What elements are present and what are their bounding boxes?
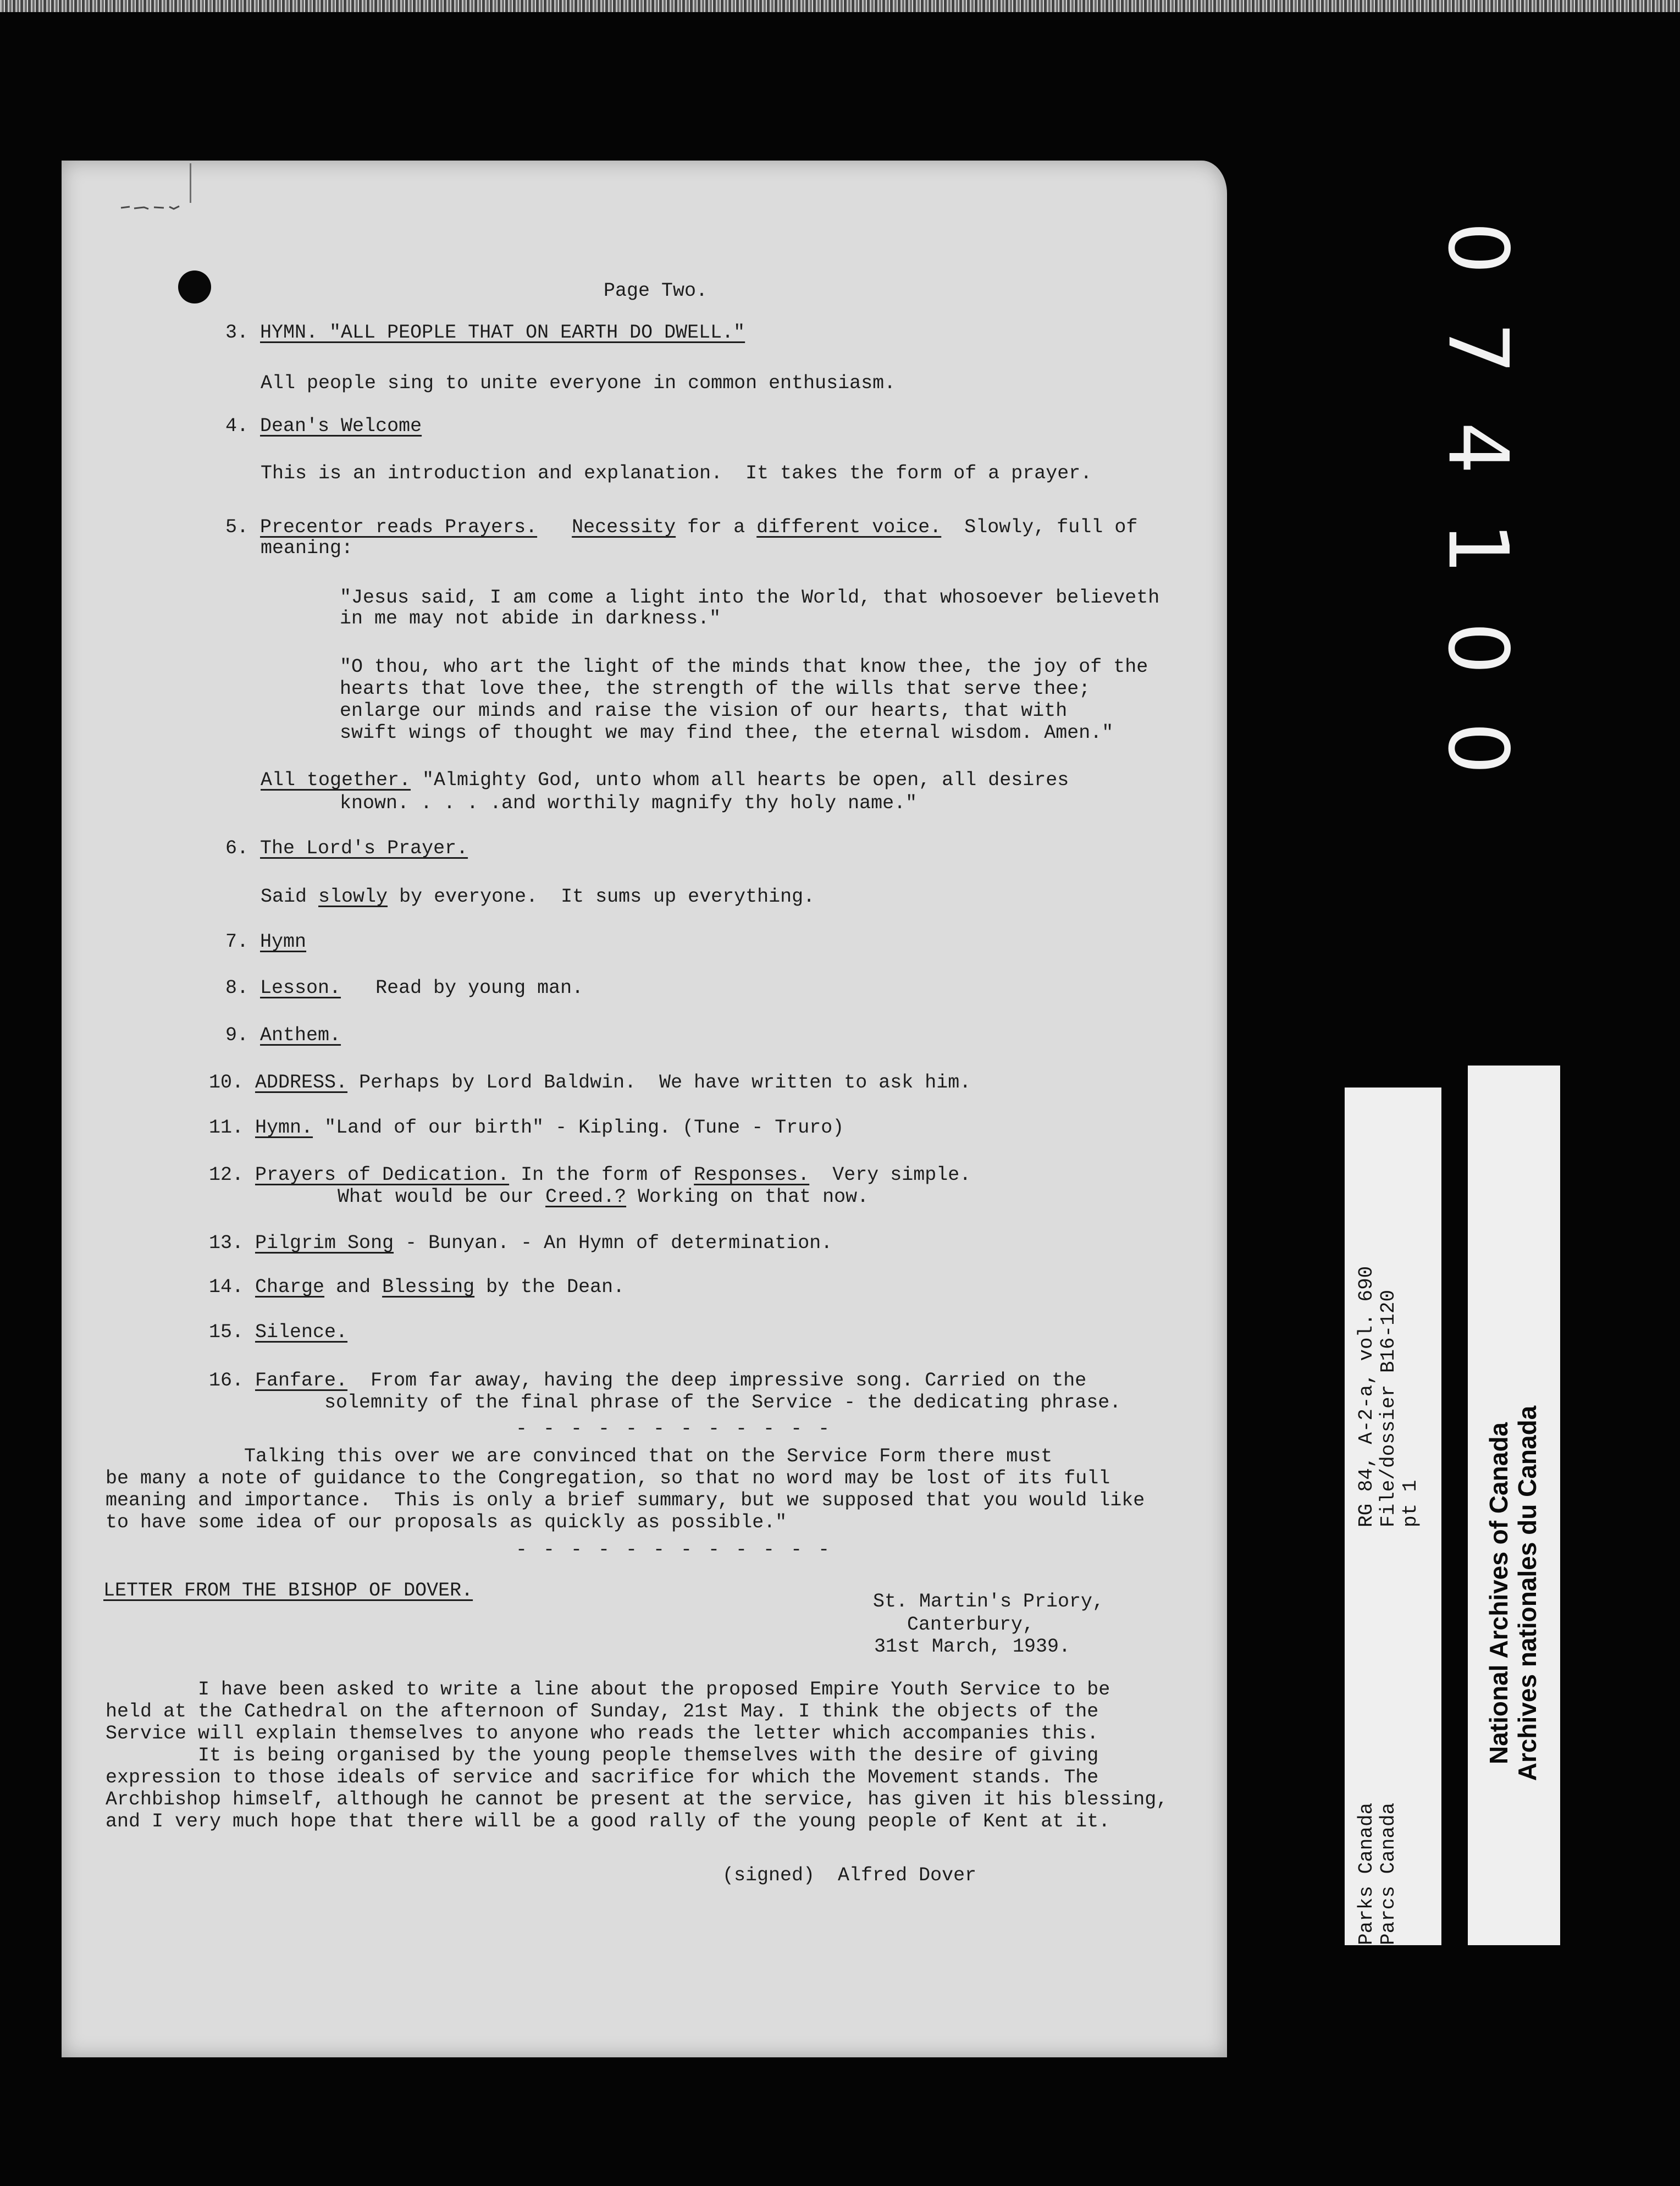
- letter-body-line: Service will explain themselves to anyone who reads the letter which accompanies this.: [106, 1723, 1099, 1745]
- item-4: [225, 415, 422, 438]
- letter-address-line: Canterbury,: [907, 1614, 1035, 1636]
- item-number: 8.: [225, 977, 249, 999]
- frame-digit: 1: [1429, 522, 1526, 575]
- signature-line: [722, 1864, 976, 1887]
- item-note: meaning:: [261, 537, 353, 559]
- frame-digit: 0: [1429, 222, 1526, 274]
- all-together-cont: known. . . . .and worthily magnify thy holy name.": [340, 792, 918, 814]
- all-together-line: All together. "Almighty God, unto whom all hearts be open, all desires: [261, 769, 1069, 791]
- item-heading: The Lord's Prayer.: [260, 837, 468, 859]
- reference-line: pt 1: [1399, 1480, 1422, 1527]
- item-11: 11. Hymn. "Land of our birth" - Kipling. (Tune - Truro): [209, 1117, 844, 1139]
- letter-body-line: expression to those ideals of service and sacrifice for which the Movement stands. The: [106, 1767, 1099, 1788]
- reference-line: File/dossier B16-120: [1377, 1289, 1400, 1527]
- item-heading: Prayers of Dedication.: [255, 1164, 510, 1186]
- different-voice-phrase: different voice.: [756, 516, 942, 538]
- frame-digit: 7: [1429, 322, 1526, 374]
- item-note: solemnity of the final phrase of the Service - the dedicating phrase.: [324, 1392, 1121, 1414]
- quote-line: in me may not abide in darkness.": [340, 608, 721, 630]
- item-8: 8. Lesson. Read by young man.: [225, 977, 584, 999]
- item-number: 15.: [209, 1321, 244, 1343]
- item-note: Said slowly by everyone. It sums up everything.: [261, 886, 815, 908]
- item-7: [225, 930, 306, 953]
- item-heading: Anthem.: [260, 1024, 341, 1046]
- item-number: 5.: [225, 516, 249, 538]
- item-number: 4.: [225, 415, 249, 437]
- item-10: 10. ADDRESS. Perhaps by Lord Baldwin. We have written to ask him.: [209, 1072, 971, 1094]
- separator: - - - - - - - - - - - -: [516, 1539, 832, 1561]
- item-12: 12. Prayers of Dedication. In the form of Responses. Very simple.: [209, 1164, 971, 1186]
- item-heading: ADDRESS.: [255, 1072, 348, 1094]
- separator: - - - - - - - - - - - -: [516, 1418, 832, 1440]
- slowly-word: slowly: [318, 886, 388, 908]
- item-heading: Pilgrim Song: [255, 1232, 394, 1254]
- letter-body-line: and I very much hope that there will be a good rally of the young people of Kent at it.: [106, 1810, 1110, 1832]
- item-number: 6.: [225, 837, 249, 859]
- quote-line: hearts that love thee, the strength of the wills that serve thee;: [340, 678, 1091, 700]
- item-heading: Hymn: [260, 931, 307, 953]
- item-note: What would be our Creed.? Working on that now.: [338, 1186, 869, 1208]
- frame-digit: 0: [1429, 622, 1526, 675]
- item-heading: Precentor reads Prayers.: [260, 516, 538, 538]
- item-heading: Silence.: [255, 1321, 348, 1343]
- all-together-label: All together.: [261, 769, 411, 791]
- item-heading: Fanfare.: [255, 1370, 348, 1392]
- page-title: Page Two.: [604, 280, 708, 302]
- agency-line: Parks Canada: [1355, 1802, 1378, 1945]
- letter-body-line: It is being organised by the young people themselves with the desire of giving: [106, 1745, 1099, 1767]
- closing-paragraph-line: be many a note of guidance to the Congregation, so that no word may be lost of its full: [106, 1467, 1110, 1489]
- letter-address-line: St. Martin's Priory,: [873, 1591, 1104, 1613]
- quote-line: swift wings of thought we may find thee, the eternal wisdom. Amen.": [340, 722, 1114, 744]
- quote-line: enlarge our minds and raise the vision of our hearts, that with: [340, 700, 1068, 722]
- item-15: [209, 1321, 347, 1344]
- item-6: [225, 837, 468, 860]
- reference-line: RG 84, A-2-a, vol. 690: [1355, 1266, 1378, 1527]
- signature-name: Alfred Dover: [838, 1864, 977, 1886]
- item-14: 14. Charge and Blessing by the Dean.: [209, 1276, 625, 1298]
- blessing-word: Blessing: [382, 1276, 475, 1298]
- closing-paragraph-line: Talking this over we are convinced that on the Service Form there must: [106, 1445, 1053, 1467]
- item-number: 9.: [225, 1024, 249, 1046]
- item-heading: HYMN. "ALL PEOPLE THAT ON EARTH DO DWELL.": [260, 322, 745, 344]
- closing-paragraph-line: meaning and importance. This is only a brief summary, but we supposed that you would like: [106, 1489, 1145, 1511]
- item-number: 3.: [225, 322, 249, 344]
- item-number: 12.: [209, 1164, 244, 1186]
- letter-body-line: Archbishop himself, although he cannot be present at the service, has given it his blessing,: [106, 1788, 1168, 1810]
- item-number: 11.: [209, 1117, 244, 1139]
- item-heading: Lesson.: [260, 977, 341, 999]
- charge-word: Charge: [255, 1276, 325, 1298]
- item-number: 14.: [209, 1276, 244, 1298]
- responses-word: Responses.: [694, 1164, 810, 1186]
- archive-name-line: National Archives of Canada: [1484, 1422, 1513, 1765]
- quote-line: "O thou, who art the light of the minds that know thee, the joy of the: [340, 656, 1148, 678]
- signed-label: (signed): [722, 1864, 815, 1886]
- archive-reference-label: [1345, 1088, 1441, 1945]
- closing-paragraph-line: to have some idea of our proposals as quickly as possible.": [106, 1511, 787, 1533]
- item-heading: Dean's Welcome: [260, 415, 422, 437]
- letter-body-line: held at the Cathedral on the afternoon of Sunday, 21st May. I think the objects of the: [106, 1701, 1099, 1723]
- archive-name-label: [1468, 1066, 1560, 1945]
- letter-body-line: I have been asked to write a line about the proposed Empire Youth Service to be: [106, 1679, 1110, 1701]
- frame-digit: 4: [1429, 422, 1526, 474]
- film-edge: [0, 0, 1680, 12]
- letter-heading: LETTER FROM THE BISHOP OF DOVER.: [103, 1580, 473, 1602]
- item-number: 16.: [209, 1370, 244, 1392]
- pencil-mark: [120, 202, 186, 212]
- quote-line: "Jesus said, I am come a light into the World, that whosoever believeth: [340, 587, 1160, 609]
- archive-name-line: Archives nationales du Canada: [1513, 1405, 1541, 1781]
- item-9: [225, 1024, 341, 1047]
- necessity-word: Necessity: [572, 516, 676, 538]
- film-frame-number: [1429, 207, 1526, 790]
- creed-word: Creed.?: [545, 1186, 627, 1208]
- item-16: 16. Fanfare. From far away, having the deep impressive song. Carried on the: [209, 1370, 1087, 1392]
- item-5: 5. Precentor reads Prayers. Necessity for a different voice. Slowly, full of: [225, 516, 1138, 538]
- punch-hole: [178, 271, 211, 303]
- item-note: This is an introduction and explanation. It takes the form of a prayer.: [261, 462, 1092, 484]
- letter-date: 31st March, 1939.: [874, 1636, 1071, 1658]
- item-number: 7.: [225, 931, 249, 953]
- item-3: [225, 321, 745, 344]
- item-13: 13. Pilgrim Song - Bunyan. - An Hymn of determination.: [209, 1232, 833, 1254]
- item-number: 10.: [209, 1072, 244, 1094]
- item-note: All people sing to unite everyone in common enthusiasm.: [261, 372, 896, 394]
- frame-digit: 0: [1429, 722, 1526, 775]
- page-tab-mark: [190, 163, 191, 203]
- item-heading: Hymn.: [255, 1117, 313, 1139]
- item-number: 13.: [209, 1232, 244, 1254]
- agency-line: Parcs Canada: [1377, 1802, 1400, 1945]
